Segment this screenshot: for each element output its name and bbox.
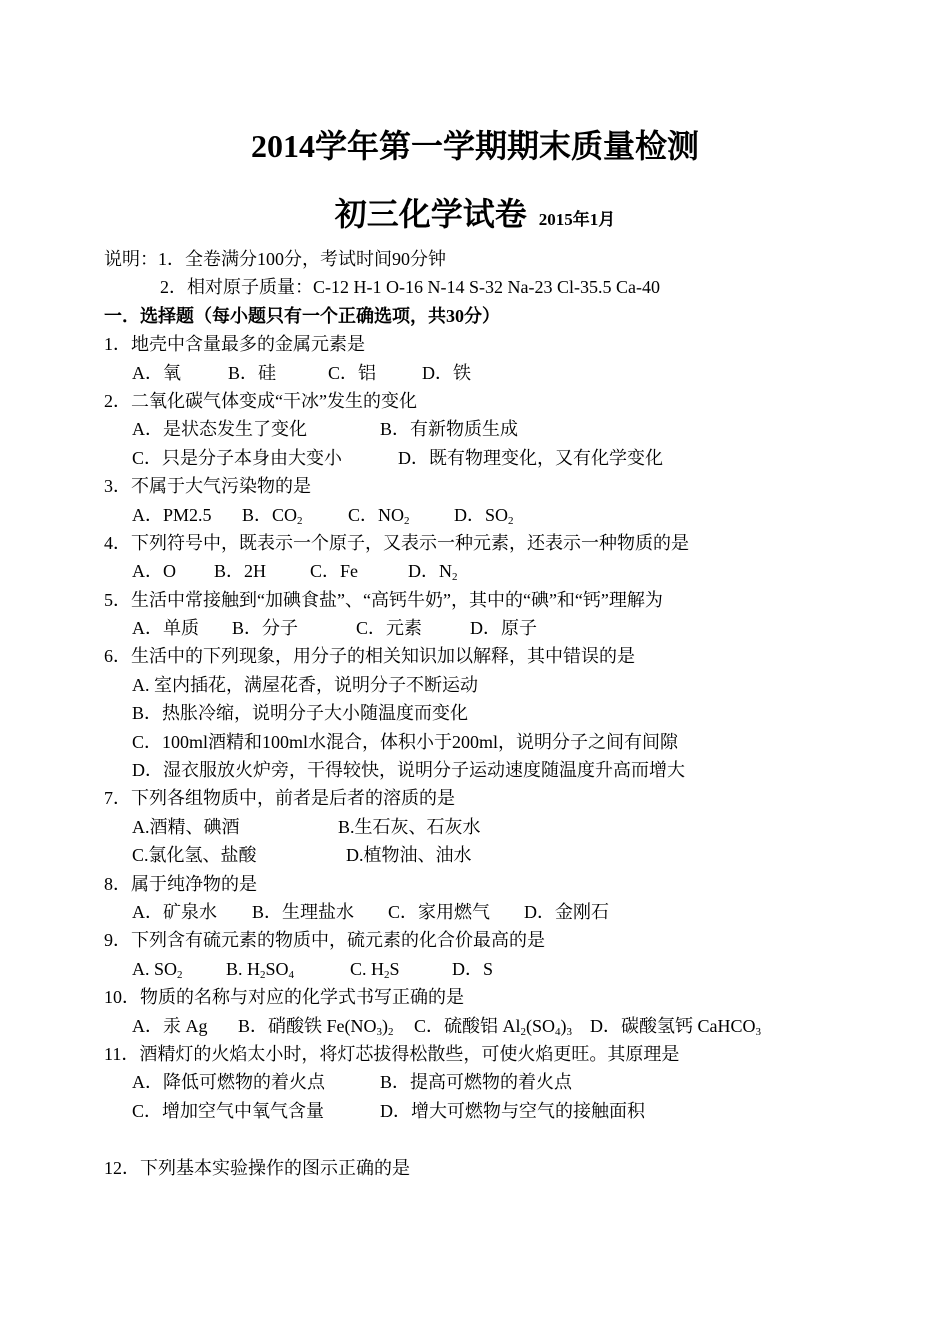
q6-option-a: A. 室内插花，满屋花香，说明分子不断运动 [132, 674, 478, 695]
q2-options-cd [104, 444, 924, 472]
q1-options [104, 359, 924, 387]
q10-option-c: C．硫酸铝 $Al_2(SO_4)_3$ [414, 1015, 573, 1038]
q3-option-c: C．$NO_2$ [348, 504, 410, 527]
q11-options-cd [104, 1097, 924, 1125]
question-9: 9．下列含有硫元素的物质中，硫元素的化合价最高的是 [104, 930, 545, 951]
q10-option-d: D．碳酸氢钙 CaHCO$_3$ [590, 1015, 761, 1038]
q2-option-d: D．既有物理变化，又有化学变化 [398, 447, 663, 468]
question-6: 6．生活中的下列现象，用分子的相关知识加以解释，其中错误的是 [104, 646, 635, 667]
q5-option-b: B．分子 [232, 618, 299, 639]
q1-option-a: A．氧 [132, 362, 181, 383]
q6-option-c: C．100ml酒精和100ml水混合，体积小于200ml，说明分子之间有间隙 [132, 731, 679, 752]
q2-option-a: A．是状态发生了变化 [132, 419, 307, 440]
q9-options [104, 955, 924, 983]
q1-option-b: B．硅 [228, 362, 277, 383]
subtitle-text: 初三化学试卷 [334, 196, 527, 232]
q2-option-c: C．只是分子本身由大变小 [132, 447, 343, 468]
q11-options-ab [104, 1068, 924, 1096]
q7-options-cd [104, 841, 924, 869]
q6-option-d: D．湿衣服放火炉旁，干得较快，说明分子运动速度随温度升高而增大 [132, 760, 685, 781]
q11-option-a: A．降低可燃物的着火点 [132, 1072, 325, 1093]
q1-option-c: C．铝 [328, 362, 377, 383]
q4-option-a: A．O [132, 561, 176, 582]
q9-option-c: C. $H_2S$ [350, 958, 400, 981]
q7-option-b: B.生石灰、石灰水 [338, 816, 481, 837]
q7-option-a: A.酒精、碘酒 [132, 816, 240, 837]
q2-option-b: B．有新物质生成 [380, 419, 519, 440]
note-2: 2．相对原子质量：C-12 H-1 O-16 N-14 S-32 Na-23 Cl-35.5 Ca-40 [160, 277, 660, 298]
q8-option-c: C．家用燃气 [388, 901, 491, 922]
q1-option-d: D．铁 [422, 362, 471, 383]
q6-option-b: B．热胀冷缩，说明分子大小随温度而变化 [132, 703, 469, 724]
question-7: 7．下列各组物质中，前者是后者的溶质的是 [104, 788, 455, 809]
q8-option-b: B．生理盐水 [252, 901, 355, 922]
q11-option-c: C．增加空气中氧气含量 [132, 1100, 325, 1121]
q9-option-a: A. $SO_2$ [132, 958, 183, 981]
question-11: 11．酒精灯的火焰太小时，将灯芯拔得松散些，可使火焰更旺。其原理是 [104, 1043, 680, 1064]
q3-option-d: D．$SO_2$ [454, 504, 514, 527]
q3-option-a: A．PM2.5 [132, 504, 212, 525]
question-5: 5．生活中常接触到“加碘食盐”、“高钙牛奶”，其中的“碘”和“钙”理解为 [104, 589, 663, 610]
q11-option-b: B．提高可燃物的着火点 [380, 1072, 573, 1093]
exam-content [104, 245, 924, 1182]
q5-option-c: C．元素 [356, 618, 423, 639]
question-8: 8．属于纯净物的是 [104, 873, 257, 894]
exam-title: 2014学年第一学期期末质量检测 [250, 128, 699, 164]
note-1: 说明：1．全卷满分100分，考试时间90分钟 [104, 249, 446, 269]
q4-options [104, 557, 924, 585]
q2-options-ab [104, 415, 924, 443]
q7-option-c: C.氯化氢、盐酸 [132, 845, 257, 866]
q10-option-a: A．汞 Ag [132, 1015, 208, 1036]
q11-option-d: D．增大可燃物与空气的接触面积 [380, 1100, 645, 1121]
q9-option-b: B. $H_2SO_4$ [226, 958, 295, 981]
question-12: 12．下列基本实验操作的图示正确的是 [104, 1157, 410, 1178]
q4-option-d: D．$N_2$ [408, 561, 458, 584]
q5-option-a: A．单质 [132, 618, 199, 639]
question-1: 1．地壳中含量最多的金属元素是 [104, 334, 365, 355]
q5-options [104, 614, 924, 642]
q7-option-d: D.植物油、油水 [346, 845, 472, 866]
q7-options-ab [104, 813, 924, 841]
q4-option-b: B．2H [214, 561, 267, 582]
q8-option-a: A．矿泉水 [132, 901, 217, 922]
q10-option-b: B．硝酸铁 $Fe(NO_3)_2$ [238, 1015, 394, 1038]
exam-subtitle [0, 192, 950, 242]
q4-option-c: C．Fe [310, 561, 359, 582]
question-10: 10．物质的名称与对应的化学式书写正确的是 [104, 987, 464, 1008]
q3-options [104, 501, 924, 529]
q8-options [104, 898, 924, 926]
question-2: 2．二氧化碳气体变成“干冰”发生的变化 [104, 390, 417, 411]
q5-option-d: D．原子 [470, 618, 537, 639]
q3-option-b: B．$CO_2$ [242, 504, 303, 527]
q8-option-d: D．金刚石 [524, 901, 609, 922]
section-heading: 一．选择题（每小题只有一个正确选项，共30分） [104, 305, 500, 326]
question-4: 4．下列符号中，既表示一个原子，又表示一种元素，还表示一种物质的是 [104, 532, 689, 553]
question-3: 3．不属于大气污染物的是 [104, 476, 311, 497]
q9-option-d: D．S [452, 958, 494, 979]
q10-options [104, 1012, 924, 1040]
exam-date: 2015年1月 [538, 210, 616, 229]
